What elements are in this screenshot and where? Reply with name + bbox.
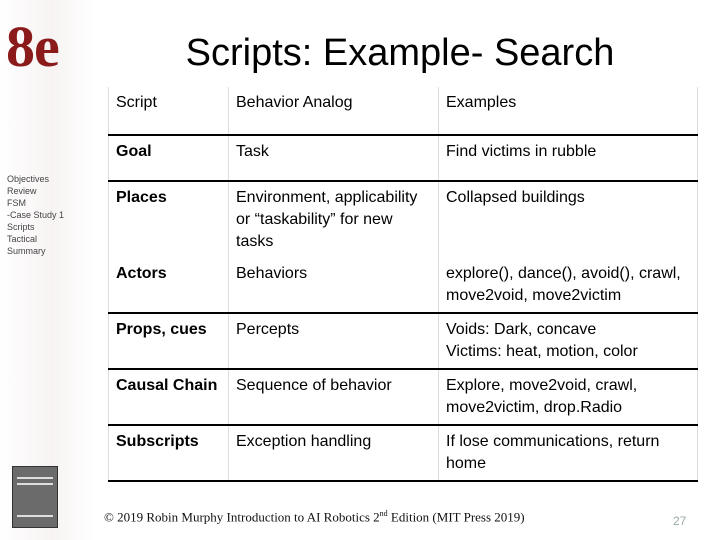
header-script: Script bbox=[109, 87, 229, 135]
cell-label: Causal Chain bbox=[109, 369, 229, 425]
scripts-table bbox=[108, 87, 698, 482]
cell-analog: Sequence of behavior bbox=[229, 369, 439, 425]
nav-item-summary[interactable]: Summary bbox=[7, 246, 46, 256]
cell-analog: Percepts bbox=[229, 313, 439, 369]
sidebar bbox=[0, 0, 95, 540]
nav-item-objectives[interactable]: Objectives bbox=[7, 174, 50, 184]
footer-text-end: Edition (MIT Press 2019) bbox=[387, 509, 525, 525]
footer-superscript: nd bbox=[379, 509, 388, 518]
cell-example: Find victims in rubble bbox=[439, 135, 698, 181]
table-row bbox=[109, 313, 698, 369]
cell-analog: Environment, applicability or “taskability” for new tasks bbox=[229, 181, 439, 258]
footer-text: © 2019 Robin Murphy Introduction to AI Robotics 2 bbox=[104, 509, 380, 525]
cell-analog: Behaviors bbox=[229, 258, 439, 313]
cell-example: Collapsed buildings bbox=[439, 181, 698, 258]
header-behavior-analog: Behavior Analog bbox=[229, 87, 439, 135]
cell-example bbox=[439, 313, 698, 369]
table-row bbox=[109, 425, 698, 481]
cell-label: Actors bbox=[109, 258, 229, 313]
cell-example: If lose communications, return home bbox=[439, 425, 698, 481]
nav-item-scripts[interactable]: Scripts bbox=[7, 222, 35, 232]
cell-label: Props, cues bbox=[109, 313, 229, 369]
copyright-footer bbox=[104, 509, 525, 525]
cell-example-line-1: Voids: Dark, concave bbox=[446, 321, 597, 338]
cell-analog: Exception handling bbox=[229, 425, 439, 481]
table-row bbox=[109, 369, 698, 425]
header-examples: Examples bbox=[439, 87, 698, 135]
cell-label: Subscripts bbox=[109, 425, 229, 481]
book-cover-image bbox=[12, 466, 58, 528]
cell-analog: Task bbox=[229, 135, 439, 181]
cell-example: explore(), dance(), avoid(), crawl, move2void, move2victim bbox=[439, 258, 698, 313]
slide-title: Scripts: Example- Search bbox=[185, 32, 615, 74]
cell-label: Places bbox=[109, 181, 229, 258]
edition-logo: 8e bbox=[6, 14, 59, 79]
nav-item-fsm[interactable]: FSM bbox=[7, 198, 26, 208]
cell-example: Explore, move2void, crawl, move2victim, drop.Radio bbox=[439, 369, 698, 425]
table-header-row bbox=[109, 87, 698, 135]
table-row bbox=[109, 258, 698, 313]
nav-item-case-study[interactable]: -Case Study 1 bbox=[7, 210, 65, 220]
cell-example-line-2: Victims: heat, motion, color bbox=[446, 343, 638, 360]
table-row bbox=[109, 181, 698, 258]
sidebar-nav bbox=[7, 173, 64, 257]
nav-item-review[interactable]: Review bbox=[7, 186, 37, 196]
page-number: 27 bbox=[673, 514, 687, 528]
table-row bbox=[109, 135, 698, 181]
nav-item-tactical[interactable]: Tactical bbox=[7, 234, 38, 244]
cell-label: Goal bbox=[109, 135, 229, 181]
